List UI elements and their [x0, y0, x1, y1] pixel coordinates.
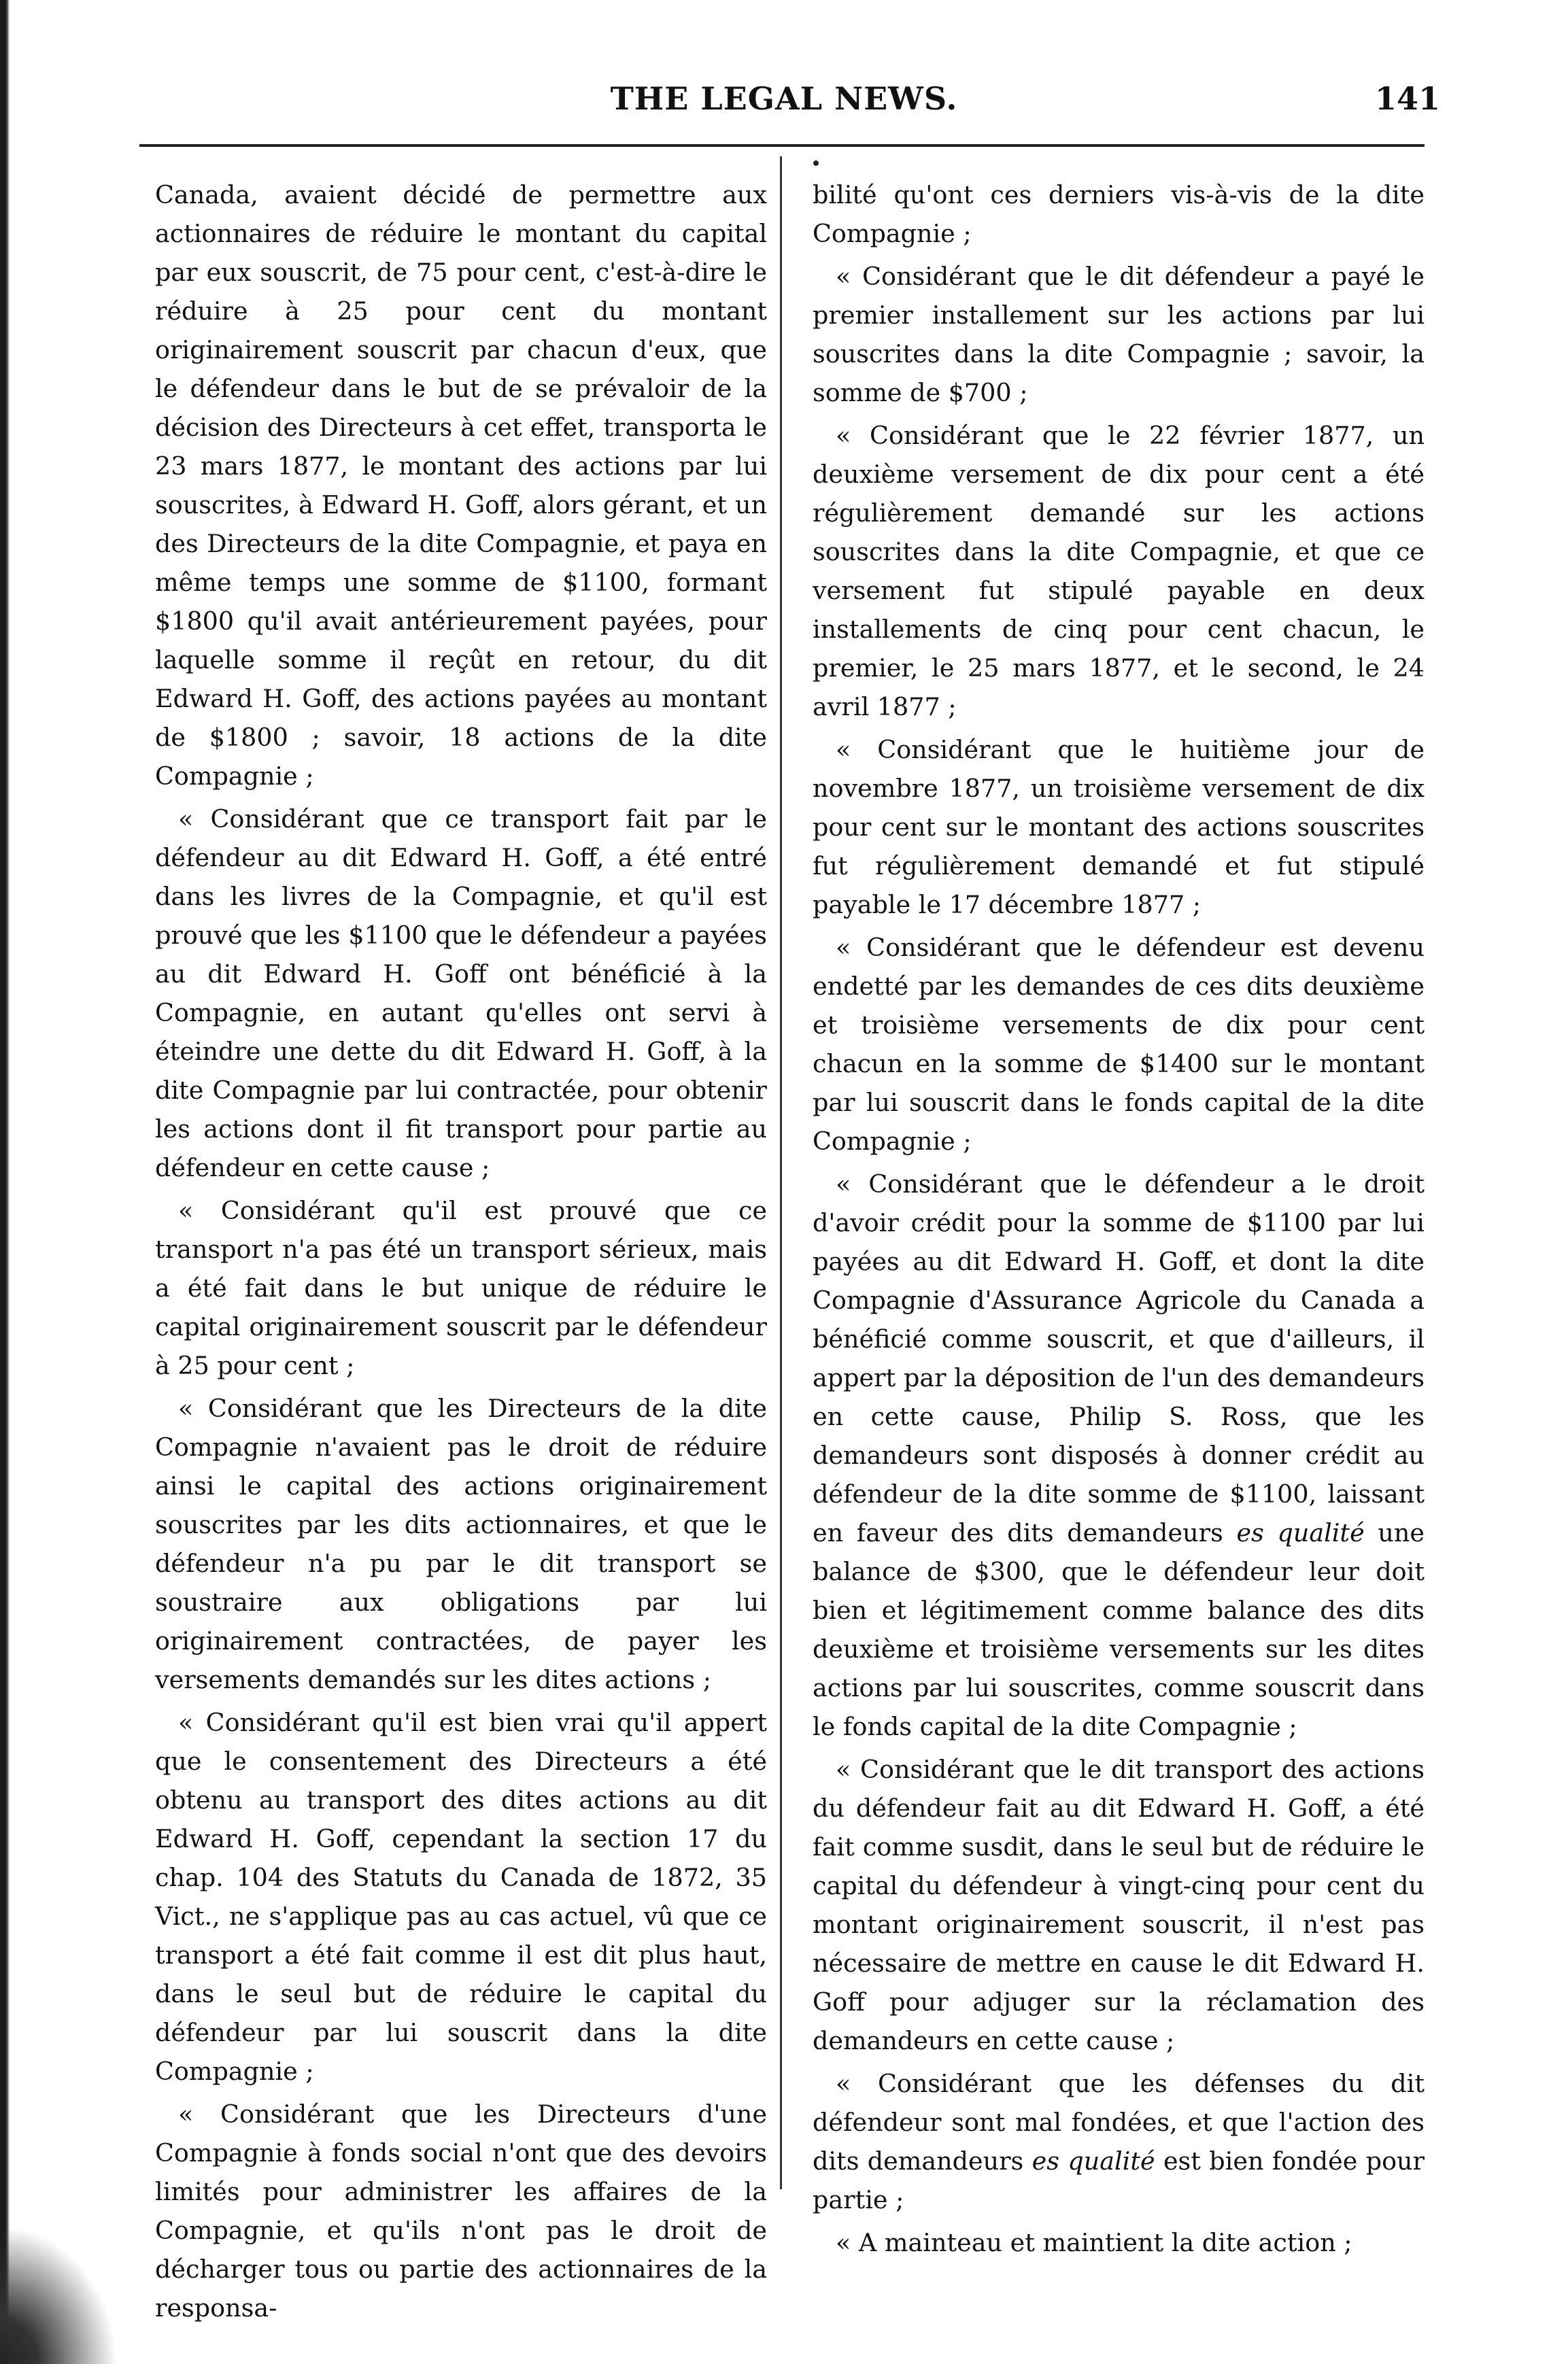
- paragraph: Canada, avaient décidé de permettre aux actionnaires de réduire le montant du capital par eux souscrit, de 75 pour cent, c'est-à-dire le réduire à 25 pour cent du montant originairement souscrit par chacun d'eux, que le défendeur dans le but de se prévaloir de la décision des Directeurs à cet effet, transporta le 23 mars 1877, le montant des actions par lui souscrites, à Edward H. Goff, alors gérant, et un des Directeurs de la dite Compagnie, et paya en même temps une somme de $1100, formant $1800 qu'il avait antérieurement payées, pour laquelle somme il reçût en retour, du dit Edward H. Goff, des actions payées au montant de $1800 ; savoir, 18 actions de la dite Compagnie ;: [155, 180, 767, 791]
- paragraph-text: « Considérant que les défenses du dit défendeur sont mal fondées, et que l'action des dits demandeurs: [813, 2069, 1425, 2176]
- paragraph: « Considérant que le huitième jour de novembre 1877, un troisième versement de dix pour cent sur le montant des actions souscrites fut régulièrement demandé et fut stipulé payable le 17 décembre 1877 ;: [813, 735, 1425, 919]
- running-title: THE LEGAL NEWS.: [610, 80, 958, 117]
- page-binding-edge: [0, 0, 10, 2364]
- paragraph: « Considérant que les Directeurs d'une Compagnie à fonds social n'ont que des devoirs limités pour administrer les affaires de la Compagnie, et qu'ils n'ont pas le droit de décharger tous ou partie des actionnaires de la responsa-: [155, 2100, 767, 2323]
- page-corner-shadow: [0, 2187, 150, 2364]
- header-rule: [139, 144, 1425, 147]
- paragraph: « Considérant que le défendeur est devenu endetté par les demandes de ces dits deuxième et troisième versements de dix pour cent chacun en la somme de $1400 sur le montant par lui souscrit dans le fonds capital de la dite Compagnie ;: [813, 933, 1425, 1156]
- paragraph-text: « Considérant que le défendeur a le droit d'avoir crédit pour la somme de $1100 par lui payées au dit Edward H. Goff, et dont la dite Compagnie d'Assurance Agricole du Canada a bénéficié comme souscrit, et que d'ailleurs, il appert par la déposition de l'un des demandeurs en cette cause, Philip S. Ross, que les demandeurs sont disposés à donner crédit au défendeur de la dite somme de $1100, laissant en faveur des dits demandeurs: [813, 1169, 1425, 1547]
- paragraph-text: est bien fondée pour partie ;: [813, 2146, 1425, 2214]
- paragraph: « Considérant que le dit transport des actions du défendeur fait au dit Edward H. Goff, a été fait comme susdit, dans le seul but de réduire le capital du défendeur à vingt-cinq pour cent du montant originairement souscrit, il n'est pas nécessaire de mettre en cause le dit Edward H. Goff pour adjuger sur la réclamation des demandeurs en cette cause ;: [813, 1755, 1425, 2055]
- paragraph: « Considérant que ce transport fait par le défendeur au dit Edward H. Goff, a été entré dans les livres de la Compagnie, et qu'il est prouvé que les $1100 que le défendeur a payées au dit Edward H. Goff ont bénéficié à la Compagnie, en autant qu'elles ont servi à éteindre une dette du dit Edward H. Goff, à la dite Compagnie par lui contractée, pour obtenir les actions dont il fit transport pour partie au défendeur en cette cause ;: [155, 804, 767, 1182]
- right-column: [813, 175, 1425, 2266]
- paragraph: « Considérant que le 22 février 1877, un deuxième versement de dix pour cent a été régulièrement demandé sur les actions souscrites dans la dite Compagnie, et que ce versement fut stipulé payable en deux installements de cinq pour cent chacun, le premier, le 25 mars 1877, et le second, le 24 avril 1877 ;: [813, 421, 1425, 721]
- paragraph: « Considérant qu'il est prouvé que ce transport n'a pas été un transport sérieux, mais a été fait dans le but unique de réduire le capital originairement souscrit par le défendeur à 25 pour cent ;: [155, 1196, 767, 1380]
- paragraph: « A mainteau et maintient la dite action ;: [836, 2228, 1352, 2257]
- paragraph: [813, 1165, 1425, 1746]
- paragraph: « Considérant que les Directeurs de la dite Compagnie n'avaient pas le droit de réduire ainsi le capital des actions originairement souscrites par les dits actionnaires, et que le défendeur n'a pu par le dit transport se soustraire aux obligations par lui originairement contractées, de payer les versements demandés sur les dites actions ;: [155, 1394, 767, 1694]
- paragraph: « Considérant que le dit défendeur a payé le premier installement sur les actions par lui souscrites dans la dite Compagnie ; savoir, la somme de $700 ;: [813, 262, 1425, 407]
- page-number: 141: [1374, 80, 1440, 117]
- paragraph-text: une balance de $300, que le défendeur leur doit bien et légitimement comme balance des dits deuxième et troisième versements sur les dites actions par lui souscrites, comme souscrit dans le fonds capital de la dite Compagnie ;: [813, 1518, 1425, 1741]
- left-column: [155, 175, 767, 2331]
- paragraph: [813, 2064, 1425, 2219]
- column-divider: [780, 156, 782, 2189]
- italic-term: es qualité: [1236, 1518, 1365, 1547]
- paragraph: « Considérant qu'il est bien vrai qu'il appert que le consentement des Directeurs a été obtenu au transport des dites actions au dit Edward H. Goff, cependant la section 17 du chap. 104 des Statuts du Canada de 1872, 35 Vict., ne s'applique pas au cas actuel, vû que ce transport a été fait comme il est dit plus haut, dans le seul but de réduire le capital du défendeur par lui souscrit dans la dite Compagnie ;: [155, 1708, 767, 2086]
- print-speck: [813, 160, 819, 166]
- paragraph: bilité qu'ont ces derniers vis-à-vis de la dite Compagnie ;: [813, 180, 1425, 248]
- italic-term: es qualité: [1032, 2146, 1155, 2176]
